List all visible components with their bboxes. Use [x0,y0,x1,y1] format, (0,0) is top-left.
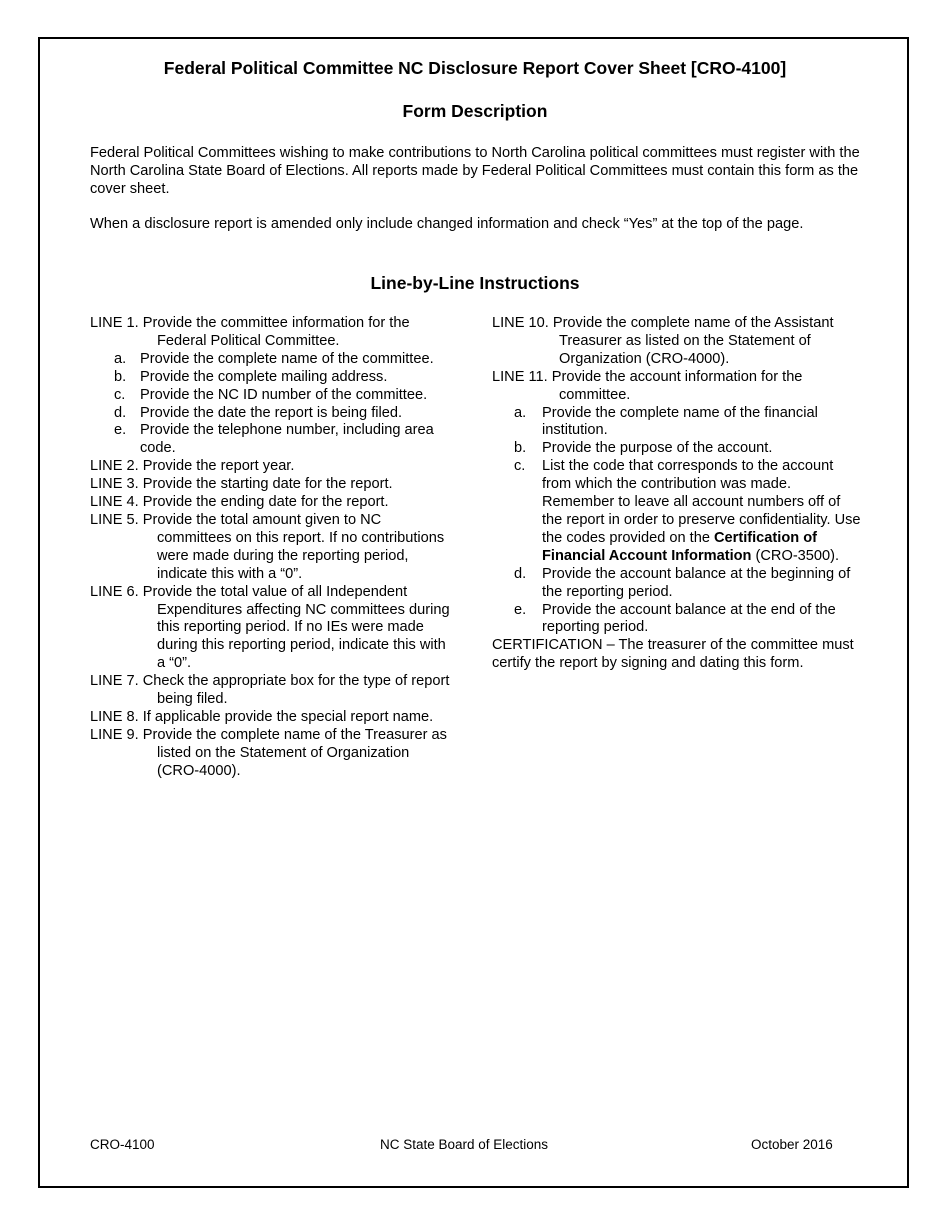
line-1-b [90,369,455,387]
line-11: LINE 11. Provide the account information for the committee. [492,368,803,403]
list-marker: b. [514,440,527,457]
line-11-a [492,405,862,441]
list-text: Provide the NC ID number of the committee. [140,386,428,403]
line-11-b [492,440,862,458]
line-2: LINE 2. Provide the report year. [90,458,295,475]
list-marker: c. [114,386,126,403]
line-1-c [90,387,455,405]
line-4: LINE 4. Provide the ending date for the report. [90,494,389,511]
line-10: LINE 10. Provide the complete name of the Assistant Treasurer as listed on the Statement of Organization (CRO-4000). [492,315,834,367]
list-text: List the code that corresponds to the account from which the contribution was made. Remember to leave all account numbers off of the report in order to preserve confidentiality. Use the codes provided on the [542,458,861,546]
line-5: LINE 5. Provide the total amount given to NC committees on this report. If no contributions were made during the reporting period, indicate this with a “0”. [90,511,445,582]
list-text-suffix: (CRO-3500). [751,547,840,564]
list-marker: a. [114,350,127,367]
list-text: Provide the date the report is being filed. [140,404,403,421]
line-7: LINE 7. Check the appropriate box for the type of report being filed. [90,673,450,708]
line-11-e [492,602,862,638]
page-title: Federal Political Committee NC Disclosure Report Cover Sheet [CRO-4100] [163,58,787,78]
footer-form-id: CRO-4100 [90,1137,155,1152]
list-text: Provide the complete name of the committee. [140,350,434,367]
list-marker: e. [514,601,527,618]
line-3: LINE 3. Provide the starting date for the report. [90,476,393,493]
instructions-right-column [492,315,862,673]
line-1: LINE 1. Provide the committee information for the Federal Political Committee. [90,315,410,349]
footer-agency: NC State Board of Elections [379,1137,549,1152]
list-text: Provide the telephone number, including area code. [140,422,434,457]
form-description-heading: Form Description [402,101,548,121]
line-1-d [90,405,455,423]
line-11-c [492,458,862,565]
list-text: Provide the complete mailing address. [140,368,388,385]
instructions-left-column [90,315,455,781]
amendment-paragraph: When a disclosure report is amended only include changed information and check “Yes” at the top of the page. [90,216,804,232]
instructions-heading: Line-by-Line Instructions [370,273,580,293]
list-marker: d. [114,404,127,421]
form-reference-bold: Certification of Financial Account Information [542,529,817,564]
list-marker: c. [514,458,526,475]
list-text: Provide the account balance at the end of the reporting period. [542,601,836,636]
line-6: LINE 6. Provide the total value of all Independent Expenditures affecting NC committees during this reporting period. If no IEs were made during this reporting period, indicate this with a “0”. [90,583,450,672]
description-paragraph: Federal Political Committees wishing to make contributions to North Carolina political committees must register with the North Carolina State Board of Elections. All reports made by Federal Political Committees must contain this form as the cover sheet. [90,145,860,197]
list-text: Provide the purpose of the account. [542,440,773,457]
line-1-e [90,422,455,458]
list-marker: d. [514,565,527,582]
footer-date: October 2016 [751,1137,833,1152]
line-9: LINE 9. Provide the complete name of the Treasurer as listed on the Statement of Organization (CRO-4000). [90,726,447,779]
list-marker: b. [114,368,127,385]
list-marker: a. [514,404,527,421]
line-8: LINE 8. If applicable provide the special report name. [90,708,434,725]
list-text: Provide the account balance at the beginning of the reporting period. [542,565,851,600]
list-text: Provide the complete name of the financial institution. [542,404,818,439]
line-1-a [90,351,455,369]
certification-text: CERTIFICATION – The treasurer of the committee must certify the report by signing and dating this form. [492,637,854,672]
list-marker: e. [114,422,127,439]
line-11-d [492,566,862,602]
